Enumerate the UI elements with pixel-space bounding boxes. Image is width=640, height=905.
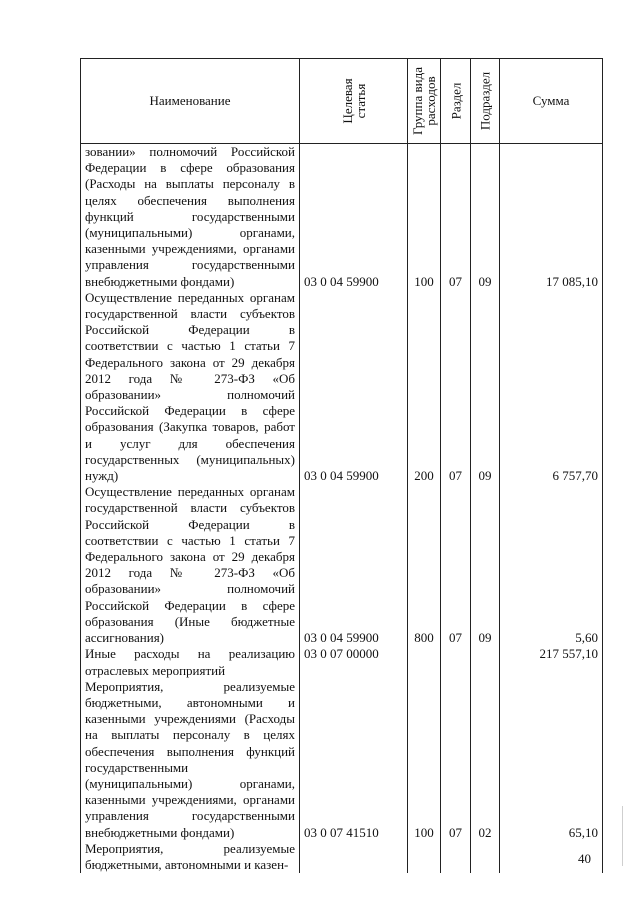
header-subsection xyxy=(471,59,500,144)
row-name: Осуществление переданных органам государственной власти субъектов Российской Федерации в соответствии с частью 1 статьи 7 Федерального закона от 29 декабря 2012 года № 273-ФЗ «Об образовании» полномочий Российской Федерации в сфере образования (Закупка товаров, работ и услуг для обеспечения государственных (муниципальных) нужд) xyxy=(81,290,300,484)
table-row xyxy=(81,646,603,678)
row-target-article: 03 0 04 59900 xyxy=(300,290,408,484)
row-section xyxy=(441,841,471,873)
row-name: зовании» полномочий Российской Федерации в сфере образования (Расходы на выплаты персоналу в целях обеспечения выполнения функций государственными (муниципальными) органами, казенными учреждениями, органами управления государственными внебюджетными фондами) xyxy=(81,144,300,290)
table-row xyxy=(81,144,603,290)
header-sum: Сумма xyxy=(500,59,603,144)
row-sum: 5,60 xyxy=(500,484,603,646)
row-section: 07 xyxy=(441,144,471,290)
page-number: 40 xyxy=(578,851,591,866)
header-target-article xyxy=(300,59,408,144)
row-name: Иные расходы на реализацию отраслевых мероприятий xyxy=(81,646,300,678)
header-group-line1: Группа вида xyxy=(410,67,425,135)
budget-table xyxy=(80,58,603,873)
row-name: Осуществление переданных органам государственной власти субъектов Российской Федерации в соответствии с частью 1 статьи 7 Федерального закона от 29 декабря 2012 года № 273-ФЗ «Об образовании» полномочий Российской Федерации в сфере образования (Иные бюджетные ассигнования) xyxy=(81,484,300,646)
row-subsection: 09 xyxy=(471,144,500,290)
row-sum: 17 085,10 xyxy=(500,144,603,290)
row-target-article: 03 0 07 41510 xyxy=(300,679,408,841)
table-row xyxy=(81,679,603,841)
row-target-article: 03 0 07 00000 xyxy=(300,646,408,678)
row-expense-group: 100 xyxy=(408,144,441,290)
table-row xyxy=(81,484,603,646)
row-target-article: 03 0 04 59900 xyxy=(300,144,408,290)
header-expense-group xyxy=(408,59,441,144)
row-sum: 6 757,70 xyxy=(500,290,603,484)
row-sum: 217 557,10 xyxy=(500,646,603,678)
row-sum: 65,10 xyxy=(500,679,603,841)
row-expense-group: 200 xyxy=(408,290,441,484)
row-subsection: 09 xyxy=(471,290,500,484)
table-row xyxy=(81,290,603,484)
table-row xyxy=(81,841,603,873)
row-subsection: 02 xyxy=(471,679,500,841)
row-name: Мероприятия, реализуемые бюджетными, автономными и казен- xyxy=(81,841,300,873)
header-subsection-label: Подраздел xyxy=(477,71,493,131)
header-group-line2: расходов xyxy=(423,76,438,126)
header-name: Наименование xyxy=(81,59,300,144)
row-target-article xyxy=(300,841,408,873)
row-section: 07 xyxy=(441,290,471,484)
header-target-line1: Целевая xyxy=(339,78,355,124)
row-subsection: 09 xyxy=(471,484,500,646)
row-target-article: 03 0 04 59900 xyxy=(300,484,408,646)
row-section xyxy=(441,646,471,678)
row-expense-group xyxy=(408,646,441,678)
row-expense-group xyxy=(408,841,441,873)
header-target-line2: статья xyxy=(352,83,368,119)
header-section-label: Раздел xyxy=(448,82,463,120)
row-subsection xyxy=(471,646,500,678)
row-name: Мероприятия, реализуемые бюджетными, автономными и казенными учреждениями (Расходы на выплаты персоналу в целях обеспечения выполнения функций государственными (муниципальными) органами, казенными учреждениями, органами управления государственными внебюджетными фондами) xyxy=(81,679,300,841)
scan-edge-mark xyxy=(622,806,623,866)
row-expense-group: 100 xyxy=(408,679,441,841)
row-section: 07 xyxy=(441,679,471,841)
header-section xyxy=(441,59,471,144)
row-section: 07 xyxy=(441,484,471,646)
table-header-row xyxy=(81,59,603,144)
row-expense-group: 800 xyxy=(408,484,441,646)
row-subsection xyxy=(471,841,500,873)
